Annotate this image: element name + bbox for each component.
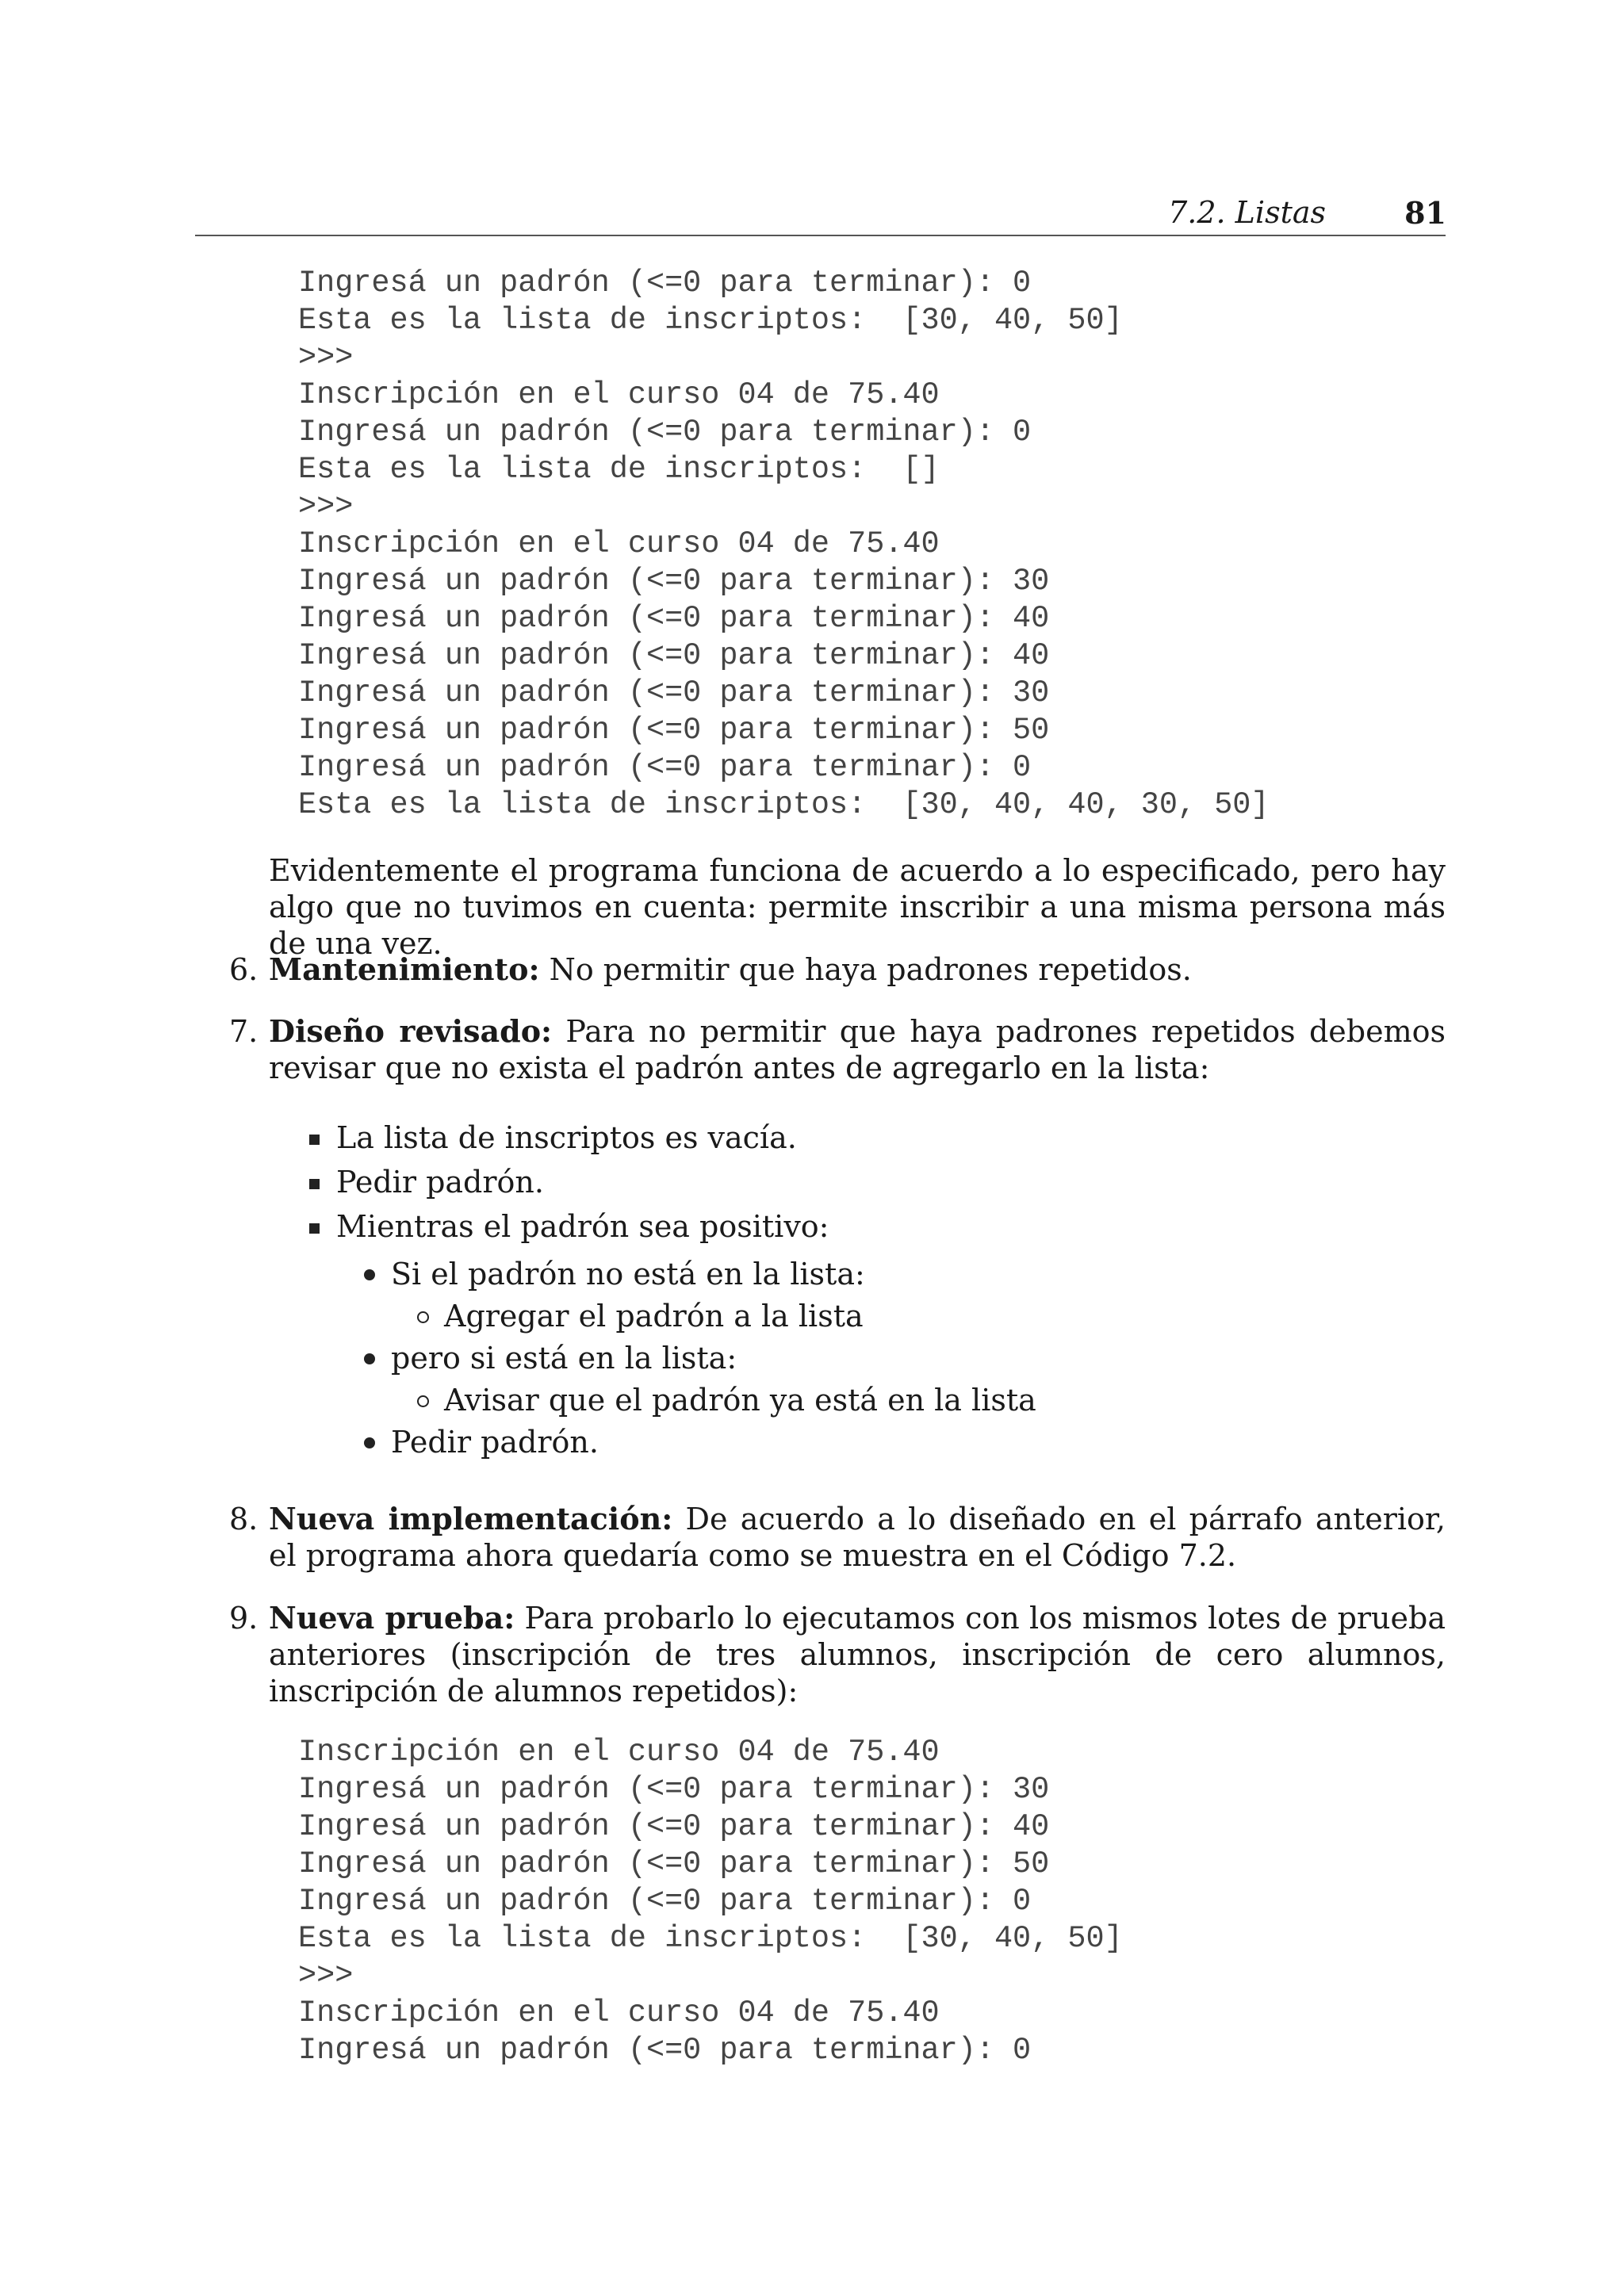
item-lead: Nueva implementación: [269, 1501, 673, 1536]
item-number: 8. [229, 1502, 259, 1536]
design-step-text: Pedir padrón. [336, 1165, 544, 1200]
design-substep [391, 1256, 865, 1298]
item-text: No permitir que haya padrones repetidos. [539, 952, 1192, 987]
code-line: Esta es la lista de inscriptos: [30, 40, 40, 30, 50] [298, 787, 1270, 822]
item-lead: Diseño revisado: [269, 1013, 553, 1049]
code-line: Ingresá un padrón (<=0 para terminar): 30 [298, 1772, 1050, 1807]
square-bullet-icon [309, 1223, 320, 1234]
design-subsubstep-text: Avisar que el padrón ya está en la lista [444, 1383, 1036, 1418]
dot-bullet-icon [364, 1269, 375, 1280]
code-line: Esta es la lista de inscriptos: [30, 40, 50] [298, 303, 1123, 338]
item-number: 7. [229, 1014, 259, 1049]
code-line: Ingresá un padrón (<=0 para terminar): 40 [298, 1809, 1050, 1844]
code-line: Ingresá un padrón (<=0 para terminar): 0 [298, 1884, 1032, 1919]
code-line: Ingresá un padrón (<=0 para terminar): 50 [298, 1846, 1050, 1881]
list-item-7 [229, 1013, 1446, 1086]
design-substep-text: Pedir padrón. [391, 1425, 599, 1460]
list-item-8 [229, 1501, 1446, 1574]
dot-bullet-icon [364, 1437, 375, 1448]
square-bullet-icon [309, 1135, 320, 1145]
design-step [336, 1119, 829, 1253]
item-number: 6. [229, 952, 259, 987]
item-lead: Mantenimiento: [269, 951, 540, 987]
design-step-text: Mientras el padrón sea positivo: [336, 1209, 829, 1244]
square-bullet-icon [309, 1179, 320, 1189]
circle-bullet-icon [417, 1311, 429, 1323]
code-line: >>> [298, 489, 354, 524]
item-text: De acuerdo a lo diseñado en el párrafo anterior, el programa ahora quedaría como se muestra en el Código 7.2. [269, 1502, 1446, 1573]
design-substep [391, 1424, 599, 1466]
code-line: Ingresá un padrón (<=0 para terminar): 40 [298, 638, 1050, 673]
code-block-output-2 [298, 1734, 1123, 2069]
dot-bullet-icon [364, 1353, 375, 1364]
list-item-6 [229, 951, 1446, 988]
circle-bullet-icon [417, 1395, 429, 1407]
code-line: Ingresá un padrón (<=0 para terminar): 0 [298, 415, 1032, 450]
code-line: Ingresá un padrón (<=0 para terminar): 0 [298, 750, 1032, 785]
item-text: Para no permitir que haya padrones repetidos debemos revisar que no exista el padrón antes de agregarlo en la lista: [269, 1014, 1446, 1085]
code-line: Ingresá un padrón (<=0 para terminar): 30 [298, 564, 1050, 599]
design-step-text: La lista de inscriptos es vacía. [336, 1120, 797, 1155]
code-line: >>> [298, 340, 354, 375]
code-line: >>> [298, 1958, 354, 1993]
header-rule [195, 235, 1446, 236]
code-line: Esta es la lista de inscriptos: [30, 40, 50] [298, 1921, 1123, 1956]
design-substep [391, 1340, 737, 1382]
item-number: 9. [229, 1601, 259, 1636]
code-line: Ingresá un padrón (<=0 para terminar): 40 [298, 601, 1050, 636]
code-line: Inscripción en el curso 04 de 75.40 [298, 526, 940, 561]
section-title: 7.2. Listas [1168, 195, 1326, 230]
code-line: Inscripción en el curso 04 de 75.40 [298, 1735, 940, 1770]
design-subsubstep [444, 1382, 1036, 1424]
design-subsubstep-text: Agregar el padrón a la lista [444, 1299, 864, 1334]
list-item-9 [229, 1600, 1446, 1709]
design-substep-text: Si el padrón no está en la lista: [391, 1257, 865, 1292]
code-block-output-1 [298, 265, 1270, 824]
item-lead: Nueva prueba: [269, 1600, 515, 1636]
page-number: 81 [1404, 195, 1446, 231]
code-line: Inscripción en el curso 04 de 75.40 [298, 1996, 940, 2030]
item-text: Para probarlo lo ejecutamos con los mismos lotes de prueba anteriores (inscripción de tres alumnos, inscripción de cero alumnos, inscripción de alumnos repetidos): [269, 1601, 1446, 1709]
code-line: Ingresá un padrón (<=0 para terminar): 50 [298, 713, 1050, 748]
code-line: Esta es la lista de inscriptos: [] [298, 452, 940, 487]
design-subsubstep [444, 1298, 864, 1340]
paragraph-evidentemente: Evidentemente el programa funciona de acuerdo a lo especificado, pero hay algo que no tuvimos en cuenta: permite inscribir a una misma persona más de una vez. [269, 853, 1446, 961]
code-line: Inscripción en el curso 04 de 75.40 [298, 377, 940, 412]
code-line: Ingresá un padrón (<=0 para terminar): 0 [298, 266, 1032, 300]
design-substep-text: pero si está en la lista: [391, 1341, 737, 1376]
code-line: Ingresá un padrón (<=0 para terminar): 30 [298, 675, 1050, 710]
code-line: Ingresá un padrón (<=0 para terminar): 0 [298, 2033, 1032, 2068]
